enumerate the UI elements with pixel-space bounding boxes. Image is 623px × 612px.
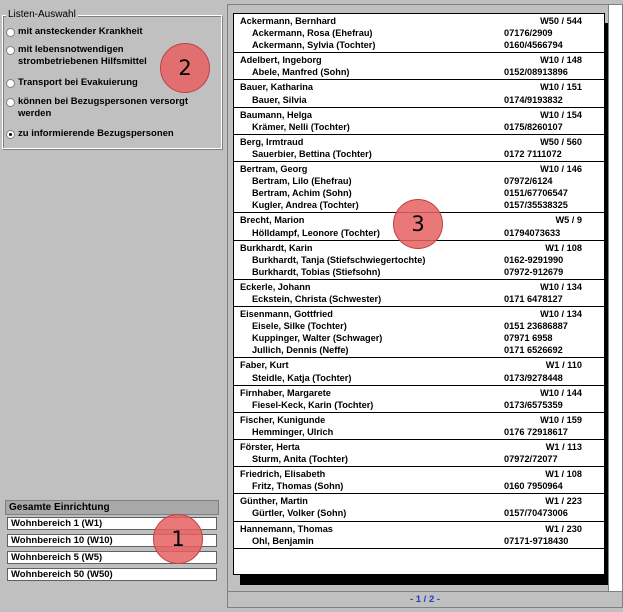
contact-phone: 0175/8260107: [504, 121, 563, 132]
resident-row: [234, 109, 604, 121]
listen-auswahl-title: Listen-Auswahl: [8, 9, 76, 20]
resident-room: W10 / 151: [540, 82, 582, 93]
contact-name: Bertram, Achim (Sohn): [252, 188, 352, 199]
contact-phone: 0173/6575359: [504, 399, 563, 410]
bereich-item-w5[interactable]: Wohnbereich 5 (W5): [7, 551, 217, 564]
bereich-item-w50[interactable]: Wohnbereich 50 (W50): [7, 568, 217, 581]
resident-room: W50 / 560: [540, 136, 582, 147]
contact-row: [234, 293, 604, 305]
contact-phone: 0162-9291990: [504, 254, 564, 265]
annotation-badge-3: 3: [393, 199, 443, 249]
contact-phone: 0171 6478127: [504, 293, 563, 304]
radio-option-hilfsmittel[interactable]: [6, 44, 176, 68]
resident-list: [234, 14, 604, 549]
resident-entry: [234, 135, 604, 162]
radio-icon[interactable]: [6, 98, 15, 107]
resident-room: W10 / 134: [540, 309, 582, 320]
contact-name: Bauer, Silvia: [252, 94, 307, 105]
resident-row: [234, 81, 604, 93]
contact-row: [234, 175, 604, 187]
contact-phone: 0172 7111072: [504, 148, 562, 159]
report-page: [233, 13, 605, 575]
resident-row: [234, 54, 604, 66]
resident-row: [234, 387, 604, 399]
contact-name: Bertram, Lilo (Ehefrau): [252, 176, 352, 187]
contact-row: [234, 426, 604, 438]
document-viewer: [227, 4, 623, 608]
contact-phone: 0174/9193832: [504, 94, 563, 105]
annotation-badge-1: 1: [153, 514, 203, 564]
contact-row: [234, 399, 604, 411]
resident-room: W1 / 113: [545, 442, 582, 452]
contact-row: [234, 320, 604, 332]
resident-name: Burkhardt, Karin: [240, 242, 313, 253]
radio-option-bezugspersonen-versorgt[interactable]: [6, 96, 216, 120]
resident-name: Bertram, Georg: [240, 164, 308, 175]
resident-room: W1 / 108: [545, 242, 582, 253]
resident-name: Baumann, Helga: [240, 109, 312, 120]
resident-entry: [234, 80, 604, 107]
resident-room: W1 / 223: [545, 496, 582, 507]
contact-row: [234, 344, 604, 356]
contact-row: [234, 507, 604, 519]
contact-row: [234, 535, 604, 547]
resident-entry: [234, 522, 604, 549]
contact-name: Sturm, Anita (Tochter): [252, 454, 348, 465]
radio-icon[interactable]: [6, 28, 15, 37]
radio-icon[interactable]: [6, 79, 15, 88]
radio-option-informierende-bezugspersonen[interactable]: [6, 128, 174, 140]
resident-name: Hannemann, Thomas: [240, 523, 333, 534]
contact-phone: 0173/9278448: [504, 372, 563, 383]
resident-name: Faber, Kurt: [240, 360, 289, 371]
contact-row: [234, 27, 604, 39]
contact-row: [234, 39, 604, 51]
contact-row: [234, 266, 604, 278]
resident-room: W10 / 144: [540, 387, 582, 398]
resident-row: [234, 15, 604, 27]
resident-entry: [234, 108, 604, 135]
contact-phone: 0160 7950964: [504, 481, 563, 492]
contact-phone: 0157/35538325: [504, 200, 568, 211]
contact-name: Fritz, Thomas (Sohn): [252, 481, 344, 492]
contact-name: Hölldampf, Leonore (Tochter): [252, 227, 380, 238]
contact-phone: 0152/08913896: [504, 67, 568, 78]
contact-row: [234, 121, 604, 133]
resident-entry: [234, 358, 604, 385]
contact-phone: 0151 23686887: [504, 321, 568, 332]
resident-entry: [234, 53, 604, 80]
contact-row: [234, 187, 604, 199]
resident-row: [234, 523, 604, 535]
resident-room: W10 / 159: [540, 414, 582, 425]
contact-phone: 0160/4566794: [504, 40, 563, 51]
resident-name: Eckerle, Johann: [240, 281, 311, 292]
radio-label: zu informierende Bezugspersonen: [18, 128, 174, 139]
radio-label: mit ansteckender Krankheit: [18, 26, 143, 37]
resident-room: W1 / 110: [545, 360, 582, 371]
contact-name: Ohl, Benjamin: [252, 535, 314, 546]
contact-phone: 07972/6124: [504, 176, 553, 187]
contact-row: [234, 332, 604, 344]
radio-label: mit lebensnotwendigen strombetriebenen Hilfsmittel: [18, 44, 147, 67]
contact-name: Burkhardt, Tanja (Stiefschwiegertochte): [252, 254, 426, 265]
next-page-preview: [608, 5, 622, 595]
radio-icon[interactable]: [6, 46, 15, 55]
resident-name: Fischer, Kunigunde: [240, 414, 326, 425]
radio-option-krankheit[interactable]: [6, 26, 143, 38]
contact-phone: 07972/72077: [504, 454, 558, 465]
resident-name: Berg, Irmtraud: [240, 136, 304, 147]
resident-room: W10 / 146: [540, 164, 582, 175]
contact-phone: 0171 6526692: [504, 345, 563, 356]
radio-option-evakuierung[interactable]: [6, 77, 138, 89]
resident-room: W10 / 148: [540, 55, 582, 66]
contact-name: Jullich, Dennis (Neffe): [252, 345, 349, 356]
bereich-item-w10[interactable]: Wohnbereich 10 (W10): [7, 534, 217, 547]
page-indicator-bar: [228, 591, 622, 607]
resident-name: Eisenmann, Gottfried: [240, 309, 333, 320]
contact-phone: 07972-912679: [504, 266, 564, 277]
contact-phone: 07176/2909: [504, 28, 553, 39]
contact-row: [234, 66, 604, 78]
resident-entry: [234, 386, 604, 413]
resident-row: [234, 468, 604, 480]
contact-row: [234, 254, 604, 266]
contact-name: Kuppinger, Walter (Schwager): [252, 333, 383, 344]
resident-row: [234, 136, 604, 148]
contact-phone: 07171-9718430: [504, 535, 569, 546]
annotation-badge-2: 2: [160, 43, 210, 93]
resident-entry: [234, 307, 604, 358]
contact-row: [234, 94, 604, 106]
resident-row: [234, 441, 604, 453]
contact-name: Eckstein, Christa (Schwester): [252, 293, 382, 304]
resident-entry: [234, 14, 604, 53]
page-indicator[interactable]: - 1 / 2 -: [409, 594, 441, 605]
contact-name: Krämer, Nelli (Tochter): [252, 121, 350, 132]
contact-name: Fiesel-Keck, Karin (Tochter): [252, 399, 374, 410]
resident-room: W10 / 154: [540, 109, 582, 120]
contact-row: [234, 480, 604, 492]
resident-row: [234, 281, 604, 293]
contact-name: Hemminger, Ulrich: [252, 426, 334, 437]
resident-name: Ackermann, Bernhard: [240, 16, 336, 26]
contact-phone: 07971 6958: [504, 333, 553, 344]
resident-entry: [234, 413, 604, 440]
resident-name: Förster, Herta: [240, 442, 300, 452]
contact-name: Kugler, Andrea (Tochter): [252, 200, 359, 211]
bereich-header-gesamte-einrichtung[interactable]: Gesamte Einrichtung: [5, 500, 219, 515]
contact-name: Abele, Manfred (Sohn): [252, 67, 350, 78]
resident-entry: [234, 280, 604, 307]
resident-name: Firnhaber, Margarete: [240, 387, 331, 398]
resident-room: W1 / 230: [545, 523, 582, 534]
resident-room: W10 / 134: [540, 281, 582, 292]
resident-name: Günther, Martin: [240, 496, 308, 507]
resident-row: [234, 495, 604, 507]
contact-phone: 0176 72918617: [504, 426, 568, 437]
resident-room: W1 / 108: [545, 469, 582, 480]
resident-entry: [234, 467, 604, 494]
resident-row: [234, 163, 604, 175]
resident-row: [234, 308, 604, 320]
resident-room: W50 / 544: [540, 16, 582, 26]
resident-name: Adelbert, Ingeborg: [240, 55, 322, 66]
resident-entry: [234, 494, 604, 521]
contact-phone: 01794073633: [504, 227, 561, 238]
resident-row: [234, 359, 604, 371]
contact-name: Gürtler, Volker (Sohn): [252, 508, 347, 519]
contact-row: [234, 372, 604, 384]
contact-row: [234, 148, 604, 160]
resident-name: Friedrich, Elisabeth: [240, 469, 326, 480]
contact-name: Ackermann, Rosa (Ehefrau): [252, 28, 373, 39]
contact-name: Eisele, Silke (Tochter): [252, 321, 347, 332]
contact-phone: 0151/67706547: [504, 188, 568, 199]
contact-row: [234, 453, 604, 465]
resident-room: W5 / 9: [555, 215, 582, 226]
resident-entry: [234, 440, 604, 467]
radio-label: Transport bei Evakuierung: [18, 77, 138, 88]
radio-label: können bei Bezugspersonen versorgt werden: [18, 96, 188, 119]
contact-phone: 0157/70473006: [504, 508, 568, 519]
resident-name: Brecht, Marion: [240, 215, 305, 226]
contact-name: Ackermann, Sylvia (Tochter): [252, 40, 376, 51]
resident-name: Bauer, Katharina: [240, 82, 314, 93]
contact-name: Burkhardt, Tobias (Stiefsohn): [252, 266, 381, 277]
contact-name: Sauerbier, Bettina (Tochter): [252, 148, 372, 159]
contact-name: Steidle, Katja (Tochter): [252, 372, 352, 383]
bereich-item-w1[interactable]: Wohnbereich 1 (W1): [7, 517, 217, 530]
radio-checked-icon[interactable]: [6, 130, 15, 139]
resident-row: [234, 414, 604, 426]
